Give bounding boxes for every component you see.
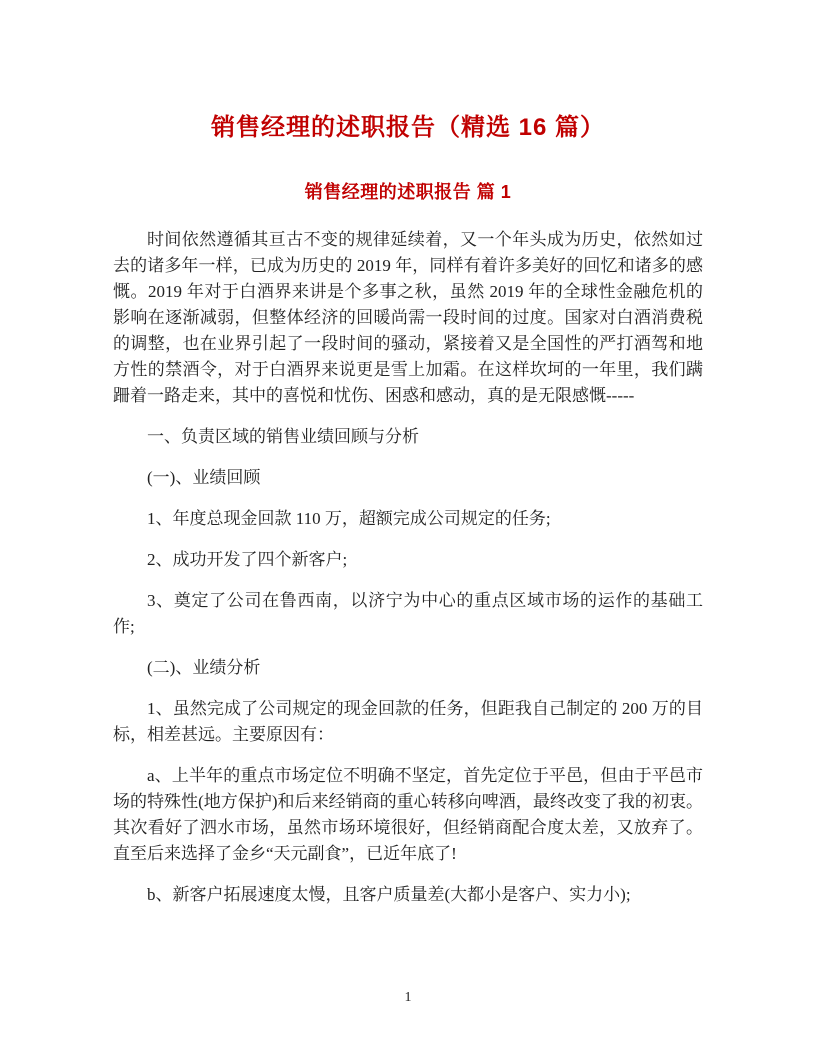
page-number-footer [0,989,816,1007]
paragraph: 一、负责区域的销售业绩回顾与分析 [147,427,419,446]
paragraph: 时间依然遵循其亘古不变的规律延续着，又一个年头成为历史，依然如过去的诸多年一样，已成为历史的 2019 年，同样有着许多美好的回忆和诸多的感慨。2019 年对于白酒界来讲是个多事之秋，虽然 2019 年的全球性金融危机的影响在逐渐减弱，但整体经济的回暖尚需一段时间的过度。国家对白酒消费税的调整，也在业界引起了一段时间的骚动，紧接着又是全国性的严打酒驾和地方性的禁酒令，对于白酒界来说更是雪上加霜。在这样坎坷的一年里，我们蹒跚着一路走来，其中的喜悦和忧伤、困惑和感动，真的是无限感慨----- [113,230,703,405]
paragraph: 2、成功开发了四个新客户; [147,550,348,569]
doc-title: 销售经理的述职报告（精选 16 篇） [210,114,606,141]
paragraph: (二)、业绩分析 [147,658,261,677]
section-heading: 销售经理的述职报告 篇 1 [304,182,512,202]
paragraph: b、新客户拓展速度太慢，且客户质量差(大都小是客户、实力小); [147,885,631,904]
paragraph: 1、年度总现金回款 110 万，超额完成公司规定的任务; [147,509,551,528]
paragraph: 3、奠定了公司在鲁西南，以济宁为中心的重点区域市场的运作的基础工作; [113,591,703,636]
page-number: 1 [404,990,412,1005]
paragraph: a、上半年的重点市场定位不明确不坚定，首先定位于平邑，但由于平邑市场的特殊性(地方保护)和后来经销商的重心转移向啤酒，最终改变了我的初衷。其次看好了泗水市场，虽然市场环境很好，但经销商配合度太差，又放弃了。直至后来选择了金乡“天元副食”，已近年底了! [113,766,703,863]
paragraph: (一)、业绩回顾 [147,468,261,487]
document-body [113,227,703,908]
paragraph: 1、虽然完成了公司规定的现金回款的任务，但距我自己制定的 200 万的目标，相差甚远。主要原因有： [113,699,703,744]
